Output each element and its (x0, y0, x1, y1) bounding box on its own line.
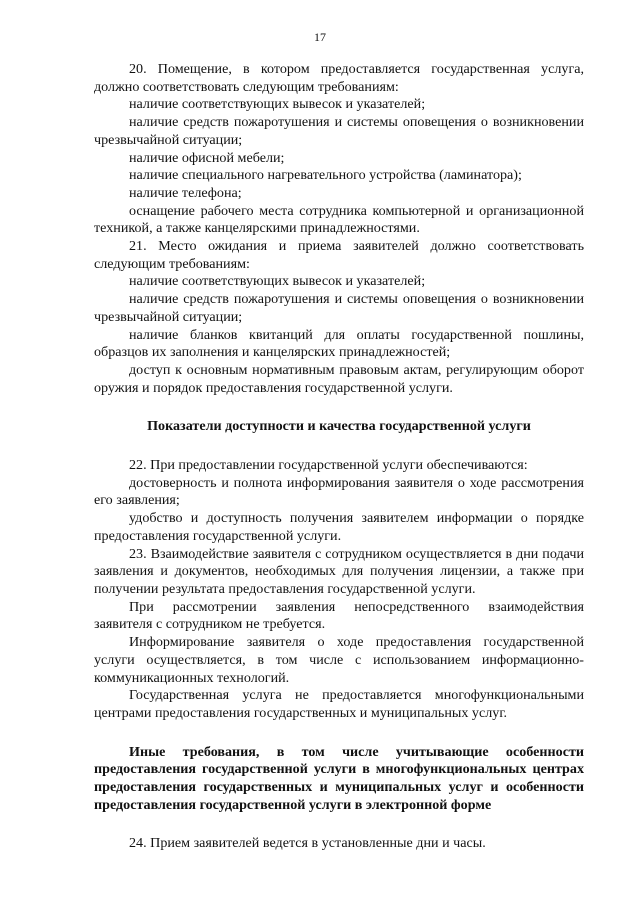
section-22-item: удобство и доступность получения заявителем информации о порядке предоставления государственной услуги. (94, 510, 584, 544)
document-body (94, 61, 584, 853)
page-number: 17 (314, 30, 326, 44)
heading-accessibility-quality: Показатели доступности и качества государственной услуги (147, 418, 531, 435)
section-20-item: наличие соответствующих вывесок и указателей; (129, 96, 426, 113)
section-21-item: наличие средств пожаротушения и системы оповещения о возникновении чрезвычайной ситуации; (94, 291, 584, 325)
section-22-intro: 22. При предоставлении государственной услуги обеспечиваются: (129, 457, 528, 474)
section-22-item: достоверность и полнота информирования заявителя о ходе рассмотрения его заявления; (94, 474, 584, 509)
section-23-paragraph: Информирование заявителя о ходе предоставления государственной услуги осуществляется, в том числе с использованием информационно-коммуникационных технологий. (94, 634, 584, 686)
section-20-intro: 20. Помещение, в котором предоставляется государственная услуга, должно соответствовать следующим требованиям: (94, 61, 584, 95)
section-23-paragraph: При рассмотрении заявления непосредственного взаимодействия заявителя с сотрудником не требуется. (94, 598, 584, 633)
section-24: 24. Прием заявителей ведется в установленные дни и часы. (129, 835, 486, 852)
section-21-item: доступ к основным нормативным правовым актам, регулирующим оборот оружия и порядок предоставления государственной услуги. (94, 361, 584, 396)
section-20-item: наличие телефона; (129, 184, 242, 201)
section-21-item: наличие бланков квитанций для оплаты государственной пошлины, образцов их заполнения и канцелярских принадлежностей; (94, 326, 584, 361)
section-21-item: наличие соответствующих вывесок и указателей; (129, 273, 426, 290)
heading-other-requirements: Иные требования, в том числе учитывающие особенности предоставления государственной услуги в многофункциональных центрах предоставления государственных и муниципальных услуг и особенности предоставления государственной услуги в электронной форме (94, 743, 584, 813)
section-21-intro: 21. Место ожидания и приема заявителей должно соответствовать следующим требованиям: (94, 238, 584, 272)
section-20-item: оснащение рабочего места сотрудника компьютерной и организационной техникой, а также канцелярскими принадлежностями. (94, 202, 584, 237)
section-20-item: наличие офисной мебели; (129, 149, 285, 166)
section-23-paragraph: Государственная услуга не предоставляется многофункциональными центрами предоставления государственных и муниципальных услуг. (94, 687, 584, 721)
section-20-item: наличие специального нагревательного устройства (ламинатора); (129, 167, 522, 184)
section-23-paragraph: 23. Взаимодействие заявителя с сотрудником осуществляется в дни подачи заявления и документов, необходимых для получения лицензии, а также при получении результата предоставления государственной услуги. (94, 545, 584, 597)
section-20-item: наличие средств пожаротушения и системы оповещения о возникновении чрезвычайной ситуации; (94, 114, 584, 148)
